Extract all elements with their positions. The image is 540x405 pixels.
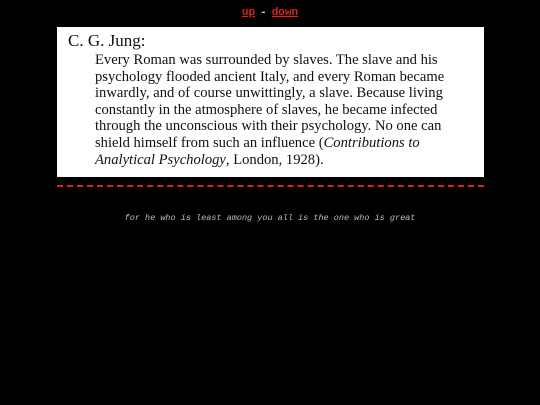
tagline: for he who is least among you all is the one who is great	[124, 213, 416, 223]
quote-source-details: , London, 1928).	[225, 151, 324, 168]
nav-separator: -	[260, 7, 267, 19]
dashed-divider	[57, 185, 484, 187]
down-link[interactable]: down	[271, 7, 299, 19]
quote-author: C. G. Jung:	[68, 31, 146, 50]
quote-image	[57, 27, 484, 177]
up-link[interactable]: up	[241, 7, 256, 19]
quote-body: Every Roman was surrounded by slaves. The slave and his psychology flooded ancient Italy, and every Roman became inwardly, and of course unwittingly, a slave. Because living constantly in the atmosphere of slaves, he became infected through the unconscious with their psychology. No one can shield himself from such an influence (	[95, 52, 445, 151]
quote-source-title: Contributions to Analytical Psychology	[95, 134, 420, 168]
quote-text	[95, 52, 470, 168]
top-nav	[0, 6, 540, 20]
